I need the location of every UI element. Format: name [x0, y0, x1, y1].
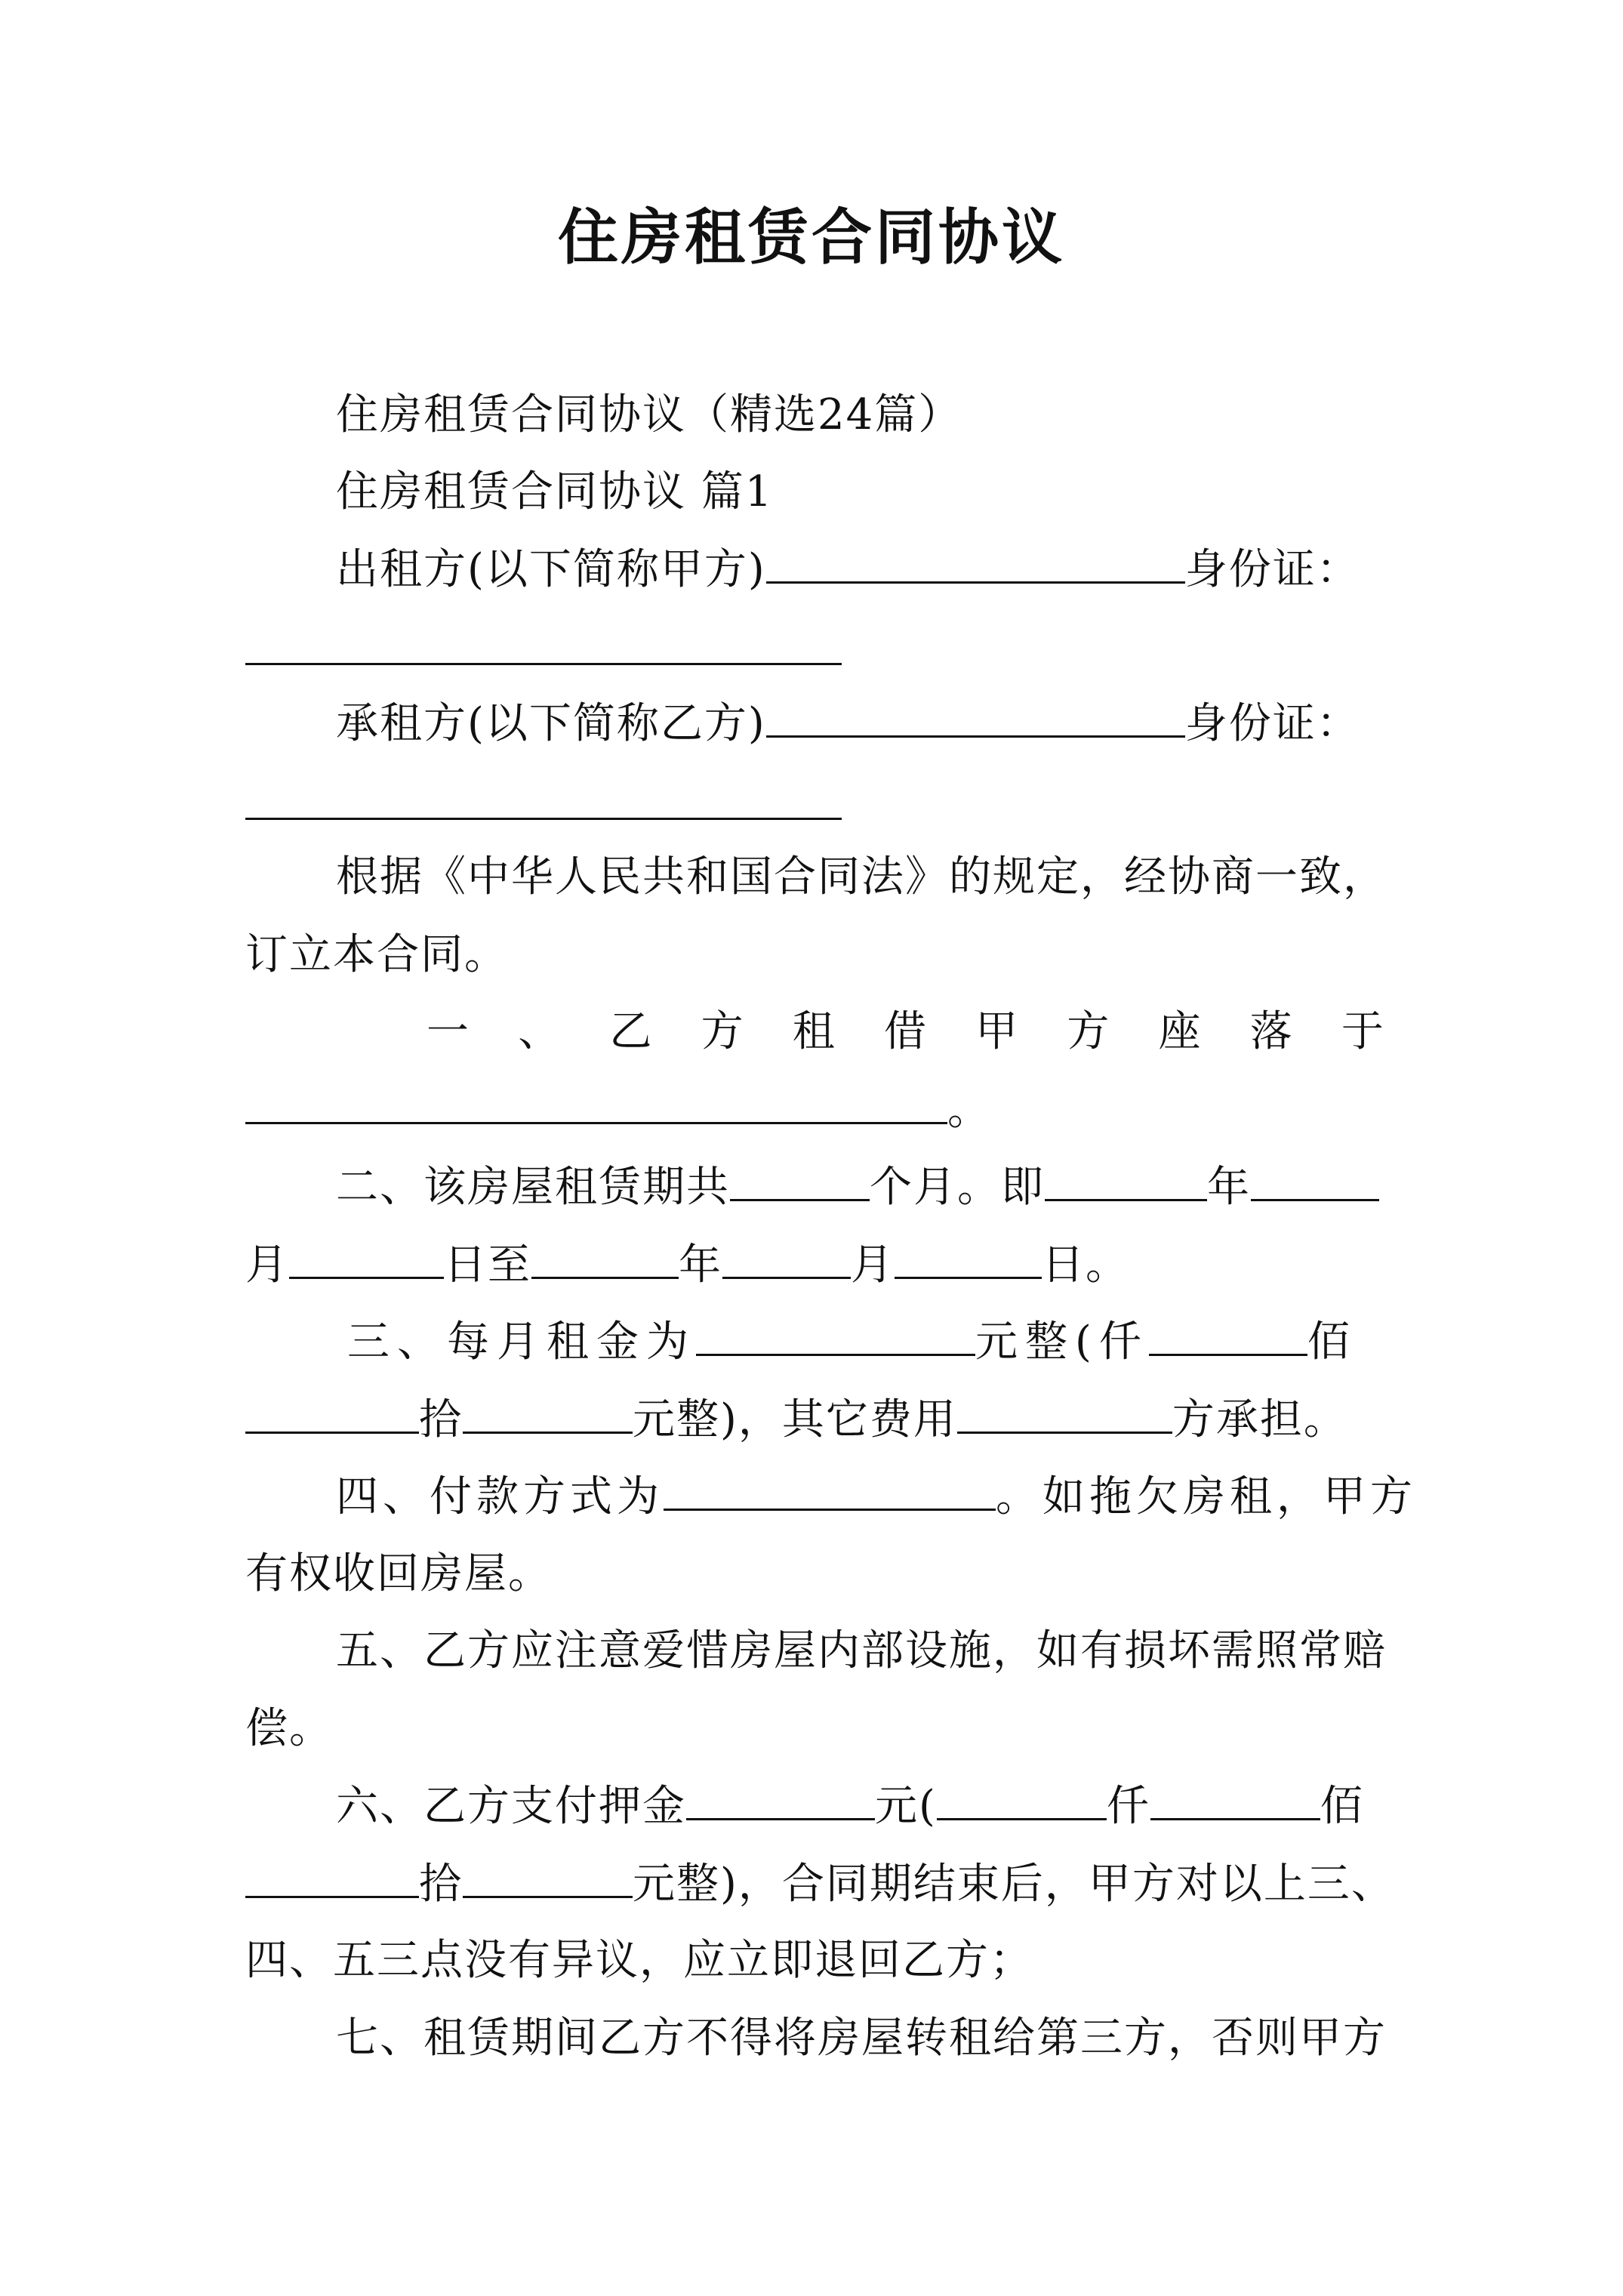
- other-fees-party-blank[interactable]: [957, 1389, 1172, 1434]
- clause-6-line-1: 六、乙方支付押金 元( 仟 佰: [336, 1776, 1364, 1837]
- payment-method-blank[interactable]: [664, 1466, 996, 1511]
- end-month-blank[interactable]: [722, 1234, 851, 1279]
- clause-3-line-2: 拾 元整)，其它费用 方承担。: [245, 1389, 1347, 1450]
- clause-4-line-2: 有权收回房屋。: [245, 1549, 552, 1598]
- clause-2-line-2: 月 日至 年 月 日。: [245, 1234, 1129, 1296]
- clause-1-location-line: 。: [245, 1080, 991, 1141]
- start-year-blank[interactable]: [1045, 1157, 1207, 1201]
- intro-line-1: 根据《中华人民共和国合同法》的规定，经协商一致，: [336, 852, 1387, 901]
- clause-6-line-3: 四、五三点没有异议，应立即退回乙方；: [245, 1936, 1033, 1985]
- lease-months-blank[interactable]: [730, 1157, 870, 1201]
- section-heading: 住房租赁合同协议 篇1: [336, 467, 774, 516]
- clause-6-line-2: 拾 元整)，合同期结束后，甲方对以上三、: [245, 1854, 1395, 1915]
- clause-4-line-1: 四、付款方式为 。如拖欠房租，甲方: [336, 1466, 1417, 1527]
- rent-hundreds-blank[interactable]: [245, 1389, 419, 1434]
- clause-7-line-1: 七、租赁期间乙方不得将房屋转租给第三方，否则甲方: [336, 2014, 1387, 2063]
- deposit-units-blank[interactable]: [463, 1854, 633, 1898]
- lessee-name-blank[interactable]: [766, 693, 1185, 738]
- lessor-line: [336, 539, 1360, 600]
- start-month-blank[interactable]: [1251, 1157, 1379, 1201]
- deposit-hundreds-blank[interactable]: [1150, 1776, 1320, 1820]
- lessor-name-blank[interactable]: [766, 539, 1185, 584]
- deposit-tens-blank[interactable]: [245, 1854, 419, 1898]
- lessor-id-label: 身份证：: [1184, 545, 1360, 594]
- lessee-label: 承租方(以下简称乙方): [336, 699, 766, 748]
- end-day-blank[interactable]: [895, 1234, 1042, 1279]
- location-blank[interactable]: [245, 1080, 947, 1124]
- lessee-id-blank[interactable]: [245, 818, 842, 820]
- rent-tens-blank[interactable]: [463, 1389, 633, 1434]
- start-day-blank[interactable]: [289, 1234, 444, 1279]
- lessor-label: 出租方(以下简称甲方): [336, 545, 766, 594]
- clause-3-line-1: 三、每月租金为 元整(仟 佰: [347, 1311, 1357, 1373]
- lessee-line: [336, 693, 1360, 754]
- deposit-amount-blank[interactable]: [686, 1776, 875, 1820]
- clause-2-line-1: 二、该房屋租赁期共 个月。即 年: [336, 1157, 1379, 1218]
- page-title: 住房租赁合同协议: [558, 202, 1065, 273]
- subtitle: 住房租赁合同协议（精选24篇）: [336, 390, 962, 439]
- clause-1-line: 一 、 乙 方 租 借 甲 方 座 落 于: [427, 1007, 1385, 1056]
- rent-thousands-blank[interactable]: [1149, 1311, 1307, 1356]
- end-year-blank[interactable]: [531, 1234, 679, 1279]
- intro-line-2: 订立本合同。: [245, 930, 508, 979]
- monthly-rent-blank[interactable]: [696, 1311, 975, 1356]
- clause-5-line-1: 五、乙方应注意爱惜房屋内部设施，如有损坏需照常赔: [336, 1626, 1387, 1675]
- lessee-id-label: 身份证：: [1184, 699, 1360, 748]
- clause-5-line-2: 偿。: [245, 1704, 333, 1753]
- lessor-id-blank[interactable]: [245, 663, 842, 665]
- deposit-thousands-blank[interactable]: [937, 1776, 1107, 1820]
